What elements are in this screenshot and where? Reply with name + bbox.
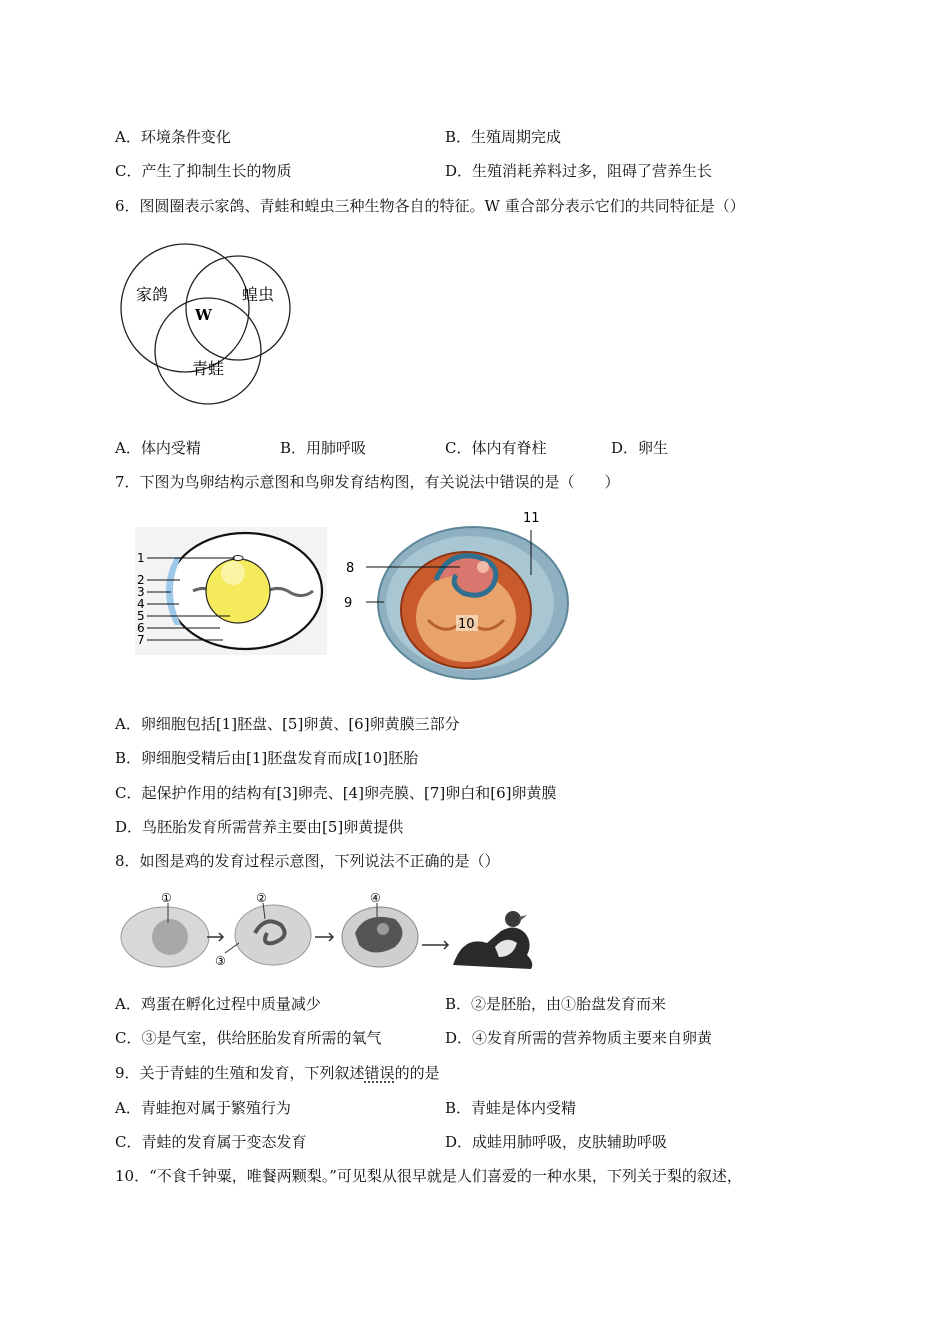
q8-stem: 8．如图是鸡的发育过程示意图，下列说法不正确的是（） (115, 852, 500, 870)
q6-option-d: D．卵生 (611, 439, 669, 457)
yolk-highlight (221, 561, 245, 585)
marker-3: ③ (215, 954, 226, 968)
egg-label-1: 1 (137, 551, 145, 565)
dev-label-9: 9 (344, 596, 353, 611)
chick-head (505, 911, 521, 927)
egg-label-4: 4 (137, 597, 145, 611)
q6-stem: 6．图圆圈表示家鸽、青蛙和蝗虫三种生物各自的特征。W 重合部分表示它们的共同特征是（） (115, 197, 745, 215)
q7-stem: 7．下图为鸟卵结构示意图和鸟卵发育结构图，有关说法中错误的是（ ） (115, 473, 620, 491)
stage3-eye (377, 923, 389, 935)
q7-option-c: C．起保护作用的结构有[3]卵壳、[4]卵壳膜、[7]卵白和[6]卵黄膜 (115, 784, 557, 802)
egg-structure-figure (135, 527, 327, 655)
q8-option-c: C．③是气室，供给胚胎发育所需的氧气 (115, 1029, 382, 1047)
q9-option-a: A．青蛙抱对属于繁殖行为 (115, 1099, 291, 1117)
q6-option-c: C．体内有脊柱 (445, 439, 547, 457)
arrow-1 (207, 933, 223, 941)
q8-option-b: B．②是胚胎，由①胎盘发育而来 (445, 995, 667, 1013)
q6-option-b: B．用肺呼吸 (280, 439, 367, 457)
q5-option-a: A．环境条件变化 (115, 128, 231, 146)
egg-label-7: 7 (137, 633, 145, 647)
arrow-2 (315, 933, 333, 941)
egg-development-figure (338, 505, 578, 680)
venn-label-locust: 蝗虫 (242, 285, 275, 304)
marker-3-line (225, 943, 239, 953)
dev-label-8: 8 (346, 561, 355, 576)
venn-label-pigeon: 家鸽 (136, 285, 169, 304)
q6-option-a: A．体内受精 (115, 439, 201, 457)
hatching-chick (453, 927, 532, 969)
q7-option-a: A．卵细胞包括[1]胚盘、[5]卵黄、[6]卵黄膜三部分 (115, 715, 460, 733)
q5-option-b: B．生殖周期完成 (445, 128, 562, 146)
q9-stem-after: 的的是 (394, 1064, 440, 1082)
egg-label-6: 6 (137, 621, 145, 635)
q8-option-d: D．④发育所需的营养物质主要来自卵黄 (445, 1029, 713, 1047)
q9-option-b: B．青蛙是体内受精 (445, 1099, 577, 1117)
stage2-egg (235, 905, 311, 965)
venn-label-frog: 青蛙 (192, 359, 225, 378)
q5-option-d: D．生殖消耗养料过多，阻碍了营养生长 (445, 162, 713, 180)
dev-label-11: 11 (523, 511, 540, 526)
q8-option-a: A．鸡蛋在孵化过程中质量减少 (115, 995, 321, 1013)
q9-option-c: C．青蛙的发育属于变态发育 (115, 1133, 307, 1151)
egg-label-3: 3 (137, 585, 145, 599)
q9-stem-emphasis: 错误 (364, 1064, 395, 1082)
arrow-3 (422, 941, 448, 949)
egg-label-2: 2 (137, 573, 145, 587)
dev-label-10: 10 (458, 617, 475, 632)
venn-diagram (110, 238, 300, 410)
venn-circle-pigeon (121, 244, 249, 372)
q9-stem (115, 1063, 440, 1083)
q10-stem: 10．“不食千钟粟，唯餐两颗梨。”可见梨从很早就是人们喜爱的一种水果，下列关于梨的叙述， (115, 1167, 742, 1185)
dev-embryo-head (477, 561, 489, 573)
chicken-development-figure (115, 885, 545, 971)
q5-option-c: C．产生了抑制生长的物质 (115, 162, 292, 180)
q9-stem-before: 9．关于青蛙的生殖和发育，下列叙述 (115, 1064, 365, 1082)
marker-1: ① (161, 891, 172, 905)
stage1-yolk (152, 919, 188, 955)
q7-option-b: B．卵细胞受精后由[1]胚盘发育而成[10]胚胎 (115, 749, 419, 767)
q9-option-d: D．成蛙用肺呼吸，皮肤辅助呼吸 (445, 1133, 668, 1151)
marker-2: ② (256, 891, 267, 905)
venn-label-w: W (195, 306, 212, 324)
egg-label-5: 5 (137, 609, 145, 623)
marker-4: ④ (370, 891, 381, 905)
q7-option-d: D．鸟胚胎发育所需营养主要由[5]卵黄提供 (115, 818, 404, 836)
